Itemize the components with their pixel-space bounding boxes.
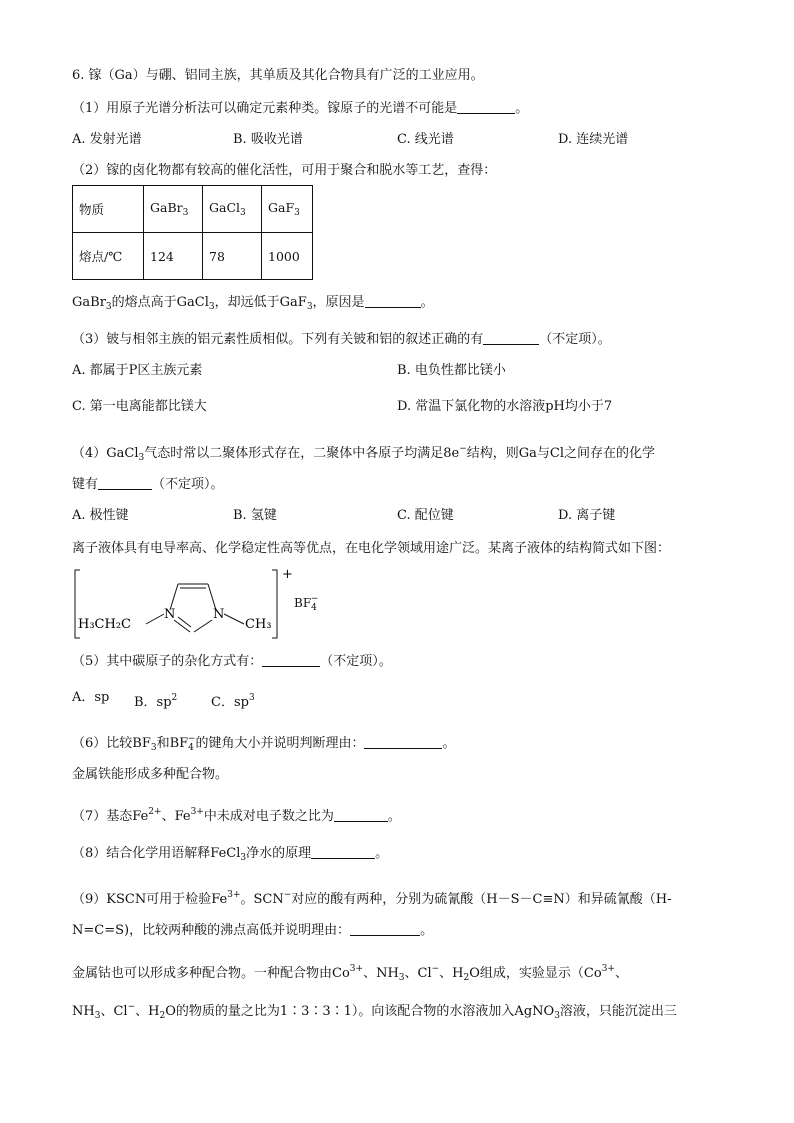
subquestion-7: （7）基态$Fe^{2+}$、$Fe^{3+}$中未成对电子数之比为 。 — [72, 807, 401, 824]
option-c: C. 线光谱 — [397, 132, 454, 147]
option-c: C. 配位键 — [397, 508, 454, 523]
answer-blank[interactable] — [311, 845, 375, 859]
subquestion-9-line2: N=C=S)，比较两种酸的沸点高低并说明理由： 。 — [72, 923, 434, 938]
subquestion-2: （2）镓的卤化物都有较高的催化活性，可用于聚合和脱水等工艺，查得： — [72, 163, 497, 178]
subquestion-1: （1）用原子光谱分析法可以确定元素种类。镓原子的光谱不可能是 。 — [72, 101, 529, 116]
table-cell: GaCl$_3$ — [203, 186, 262, 233]
option-b: B. 电负性都比镁小 — [397, 363, 506, 378]
option-a: A．sp — [72, 690, 110, 705]
subquestion-5: （5）其中碳原子的杂化方式有： （不定项）。 — [72, 654, 392, 669]
table-cell: 熔点/℃ — [73, 233, 144, 280]
option-a: A. 极性键 — [72, 508, 129, 523]
answer-blank[interactable] — [334, 808, 388, 822]
table-cell: GaF$_3$ — [262, 186, 313, 233]
anion: $BF_4^-$ — [294, 594, 319, 613]
question-title: 6. 镓（Ga）与硼、铝同主族，其单质及其化合物具有广泛的工业应用。 — [72, 68, 484, 83]
table-cell: 78 — [203, 233, 262, 280]
option-b: B. 吸收光谱 — [233, 132, 303, 147]
table-cell: 1000 — [262, 233, 313, 280]
ethyl-group: H₃CH₂C — [78, 617, 131, 632]
subquestion-2-question: GaBr$_3$的熔点高于GaCl$_3$，却远低于GaF$_3$，原因是 。 — [72, 295, 434, 312]
option-b: B．$sp^2$ — [134, 693, 178, 710]
ionic-liquid-intro: 离子液体具有电导率高、化学稳定性高等优点，在电化学领域用途广泛。某离子液体的结构简式如下图： — [72, 541, 671, 556]
answer-blank[interactable] — [483, 331, 539, 345]
subquestion-8: （8）结合化学用语解释FeCl$_3$净水的原理 。 — [72, 846, 389, 863]
melting-point-table — [72, 185, 313, 280]
bond — [174, 620, 190, 632]
subquestion-3: （3）铍与相邻主族的铝元素性质相似。下列有关铍和铝的叙述正确的有 （不定项）。 — [72, 332, 611, 347]
table-row — [73, 233, 313, 280]
methyl-group: CH₃ — [245, 617, 272, 632]
structure-diagram — [72, 566, 332, 642]
option-d: D. 常温下氯化物的水溶液pH均小于7 — [397, 399, 613, 414]
bond — [178, 617, 191, 627]
ionic-liquid-structure — [72, 566, 332, 642]
subquestion-6: （6）比较$BF_3$和$BF_4^-$的键角大小并说明判断理由： 。 — [72, 734, 456, 753]
option-d: D. 离子键 — [558, 508, 616, 523]
option-a: A. 都属于P区主族元素 — [72, 363, 203, 378]
bond — [194, 620, 212, 632]
option-d: D. 连续光谱 — [558, 132, 629, 147]
answer-blank[interactable] — [457, 100, 515, 114]
subquestion-4: （4）GaCl$_3$气态时常以二聚体形式存在，二聚体中各原子均满足8e−结构，则Ga与Cl之间存在的化学 — [72, 444, 656, 463]
option-a: A. 发射光谱 — [72, 132, 142, 147]
bond — [146, 614, 164, 624]
nitrogen-left: N — [164, 607, 176, 622]
nitrogen-right: N — [213, 607, 225, 622]
right-bracket — [272, 570, 277, 638]
table-row — [73, 186, 313, 233]
bond — [224, 614, 244, 624]
cobalt-paragraph-line1: 金属钴也可以形成多种配合物。一种配合物由$Co^{3+}$、$NH_3$、Cl−、$H_2O$组成，实验显示（$Co^{3+}$、 — [72, 964, 628, 983]
table-cell: 物质 — [73, 186, 144, 233]
subquestion-1-text: （1）用原子光谱分析法可以确定元素种类。镓原子的光谱不可能是 — [72, 101, 458, 116]
subquestion-4-line2: 键有 （不定项）。 — [72, 477, 224, 492]
table-cell: 124 — [144, 233, 203, 280]
answer-blank[interactable] — [262, 653, 320, 667]
table-cell: GaBr$_3$ — [144, 186, 203, 233]
option-c: C．$sp^3$ — [211, 693, 255, 710]
answer-blank[interactable] — [364, 735, 442, 749]
option-b: B. 氢键 — [233, 508, 277, 523]
cobalt-paragraph-line2: $NH_3$、Cl−、$H_2O$的物质的量之比为1∶3∶3∶1）。向该配合物的水溶液加入AgNO$_3$溶液，只能沉淀出三 — [72, 1002, 677, 1021]
cation-charge: + — [282, 567, 293, 582]
answer-blank[interactable] — [350, 922, 420, 936]
answer-blank[interactable] — [365, 294, 421, 308]
answer-blank[interactable] — [98, 476, 152, 490]
iron-intro: 金属铁能形成多种配合物。 — [72, 767, 229, 782]
subquestion-9: （9）KSCN可用于检验$Fe^{3+}$。SCN−对应的酸有两种，分别为硫氰酸（H－S－C≡N）和异硫氰酸（H- — [72, 890, 672, 907]
option-c: C. 第一电离能都比镁大 — [72, 399, 207, 414]
